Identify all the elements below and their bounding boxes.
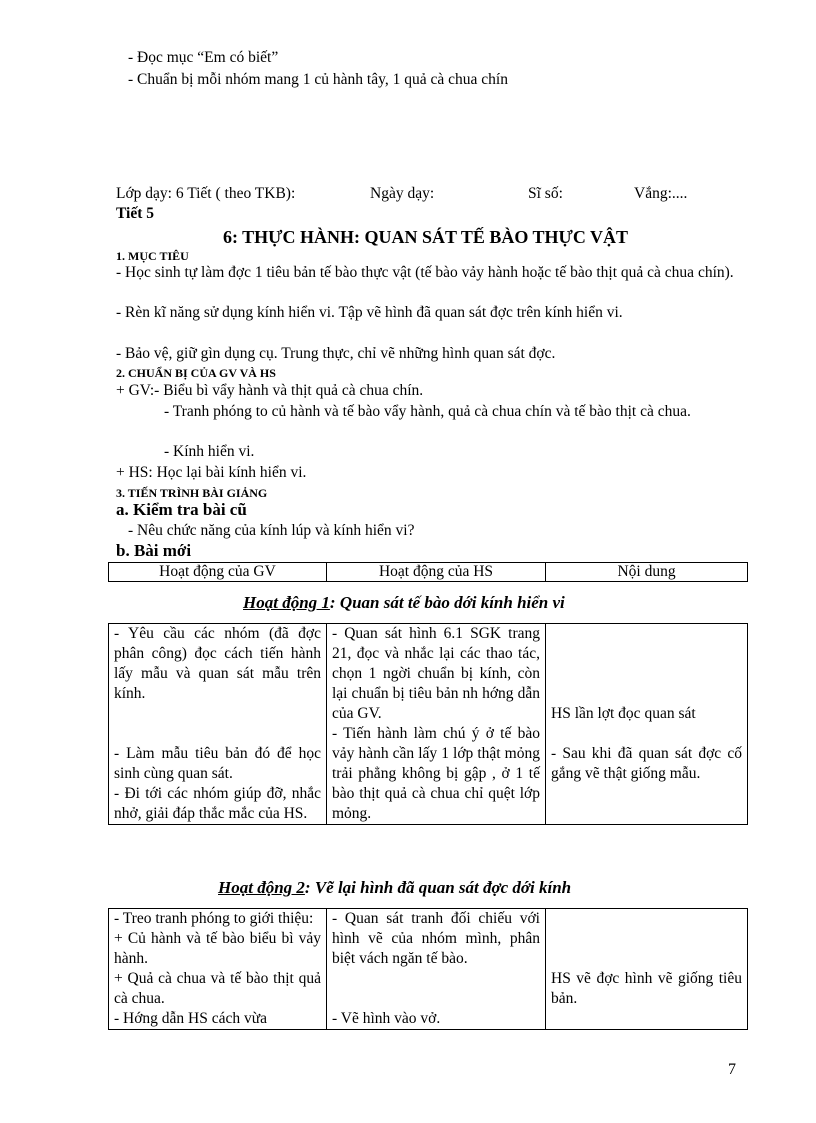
act2-gv-a: - Treo tranh phóng to giới thiệu: [114, 910, 314, 927]
class-info-ngay: Ngày dạy: [370, 185, 435, 202]
header-gv: Hoạt động của GV [109, 563, 327, 582]
activity-2-title [218, 878, 571, 898]
activity-1-hs-cell [327, 624, 546, 825]
objective-2: - Rèn kĩ năng sử dụng kính hiển vi. Tập vẽ hình đã quan sát đợc trên kính hiển vi. [116, 304, 623, 321]
act1-gv-a: - Yêu cầu các nhóm (đã đợc phân công) đọc cách tiến hành lấy mẫu và quan sát mẫu trên kính. [114, 625, 321, 702]
act1-gv-b: - Làm mẫu tiêu bản đó để học sinh cùng quan sát. [114, 745, 321, 782]
objective-3: - Bảo vệ, giữ gìn dụng cụ. Trung thực, chỉ vẽ những hình quan sát đợc. [116, 345, 556, 362]
act2-nd-a: HS vẽ đợc hình vẽ giống tiêu bản. [551, 970, 742, 1007]
header-noidung: Nội dung [546, 563, 748, 582]
act2-gv-c: + Quả cà chua và tế bào thịt quả cà chua. [114, 970, 321, 1007]
prep-hs: + HS: Học lại bài kính hiển vi. [116, 464, 307, 481]
section-2-heading: 2. CHUẨN BỊ CỦA GV VÀ HS [116, 366, 276, 380]
activity-2-text: : Vẽ lại hình đã quan sát đợc dới kính [304, 878, 572, 897]
subsection-b: b. Bài mới [116, 541, 192, 560]
act1-hs-a: - Quan sát hình 6.1 SGK trang 21, đọc và nhắc lại các thao tác, chọn 1 ngời chuẩn bị kính, còn lại chuẩn bị tiêu bản nh hớng dẫn của GV. [332, 625, 540, 722]
activity-1-text: : Quan sát tế bào dới kính hiển vi [329, 593, 565, 612]
activity-1-title [243, 593, 565, 613]
prep-gv-3: - Kính hiển vi. [164, 443, 255, 460]
activity-2-table [108, 908, 748, 1030]
activity-header-table [108, 562, 748, 582]
act2-gv-b: + Củ hành và tế bào biểu bì vảy hành. [114, 930, 321, 967]
act2-hs-a: - Quan sát tranh đối chiếu với hình vẽ của nhóm mình, phân biệt vách ngăn tế bào. [332, 910, 540, 967]
activity-1-table [108, 623, 748, 825]
class-info-siso: Sĩ số: [528, 185, 563, 202]
activity-2-noidung-cell [546, 909, 748, 1030]
review-question: - Nêu chức năng của kính lúp và kính hiển vi? [128, 522, 415, 539]
prep-gv-2: - Tranh phóng to củ hành và tế bào vẩy hành, quả cà chua chín và tế bào thịt cà chua. [164, 403, 691, 420]
prep-item: - Đọc mục “Em có biết” [128, 49, 279, 66]
page-number: 7 [728, 1061, 736, 1078]
class-info-vang: Vắng:.... [634, 185, 688, 202]
section-1-heading: 1. MỤC TIÊU [116, 249, 189, 263]
activity-2-gv-cell [109, 909, 327, 1030]
act1-nd-a: HS lần lợt đọc quan sát [551, 705, 696, 722]
subsection-a: a. Kiểm tra bài cũ [116, 500, 247, 519]
activity-1-noidung-cell [546, 624, 748, 825]
act1-nd-b: - Sau khi đã quan sát đợc cố gắng vẽ thật giống mẫu. [551, 745, 742, 782]
header-hs: Hoạt động của HS [327, 563, 546, 582]
tiet-label: Tiết 5 [116, 205, 155, 222]
prep-gv: + GV:- Biểu bì vẩy hành và thịt quả cà chua chín. [116, 382, 424, 399]
act1-hs-b: - Tiến hành làm chú ý ở tế bào vảy hành cần lấy 1 lớp thật mỏng trải phẳng không bị gập , ở 1 tế bào thịt quả cà chua chỉ quệt lớp mỏng. [332, 725, 540, 822]
activity-1-label: Hoạt động 1 [243, 593, 330, 612]
activity-2-label: Hoạt động 2 [218, 878, 305, 897]
act1-gv-c: - Đi tới các nhóm giúp đỡ, nhắc nhở, giải đáp thắc mắc của HS. [114, 785, 321, 822]
objective-1: - Học sinh tự làm đợc 1 tiêu bản tế bào thực vật (tế bào vảy hành hoặc tế bào thịt quả cà chua chín). [116, 264, 734, 281]
class-info-lop: Lớp dạy: 6 Tiết ( theo TKB): [116, 185, 296, 202]
prep-item: - Chuẩn bị mỗi nhóm mang 1 củ hành tây, 1 quả cà chua chín [128, 71, 508, 88]
act2-hs-b: - Vẽ hình vào vở. [332, 1010, 441, 1027]
activity-2-hs-cell [327, 909, 546, 1030]
lesson-title: 6: THỰC HÀNH: QUAN SÁT TẾ BÀO THỰC VẬT [223, 227, 629, 247]
act2-gv-d: - Hớng dẫn HS cách vừa [114, 1010, 268, 1027]
activity-1-gv-cell [109, 624, 327, 825]
section-3-heading: 3. TIẾN TRÌNH BÀI GIẢNG [116, 486, 268, 500]
